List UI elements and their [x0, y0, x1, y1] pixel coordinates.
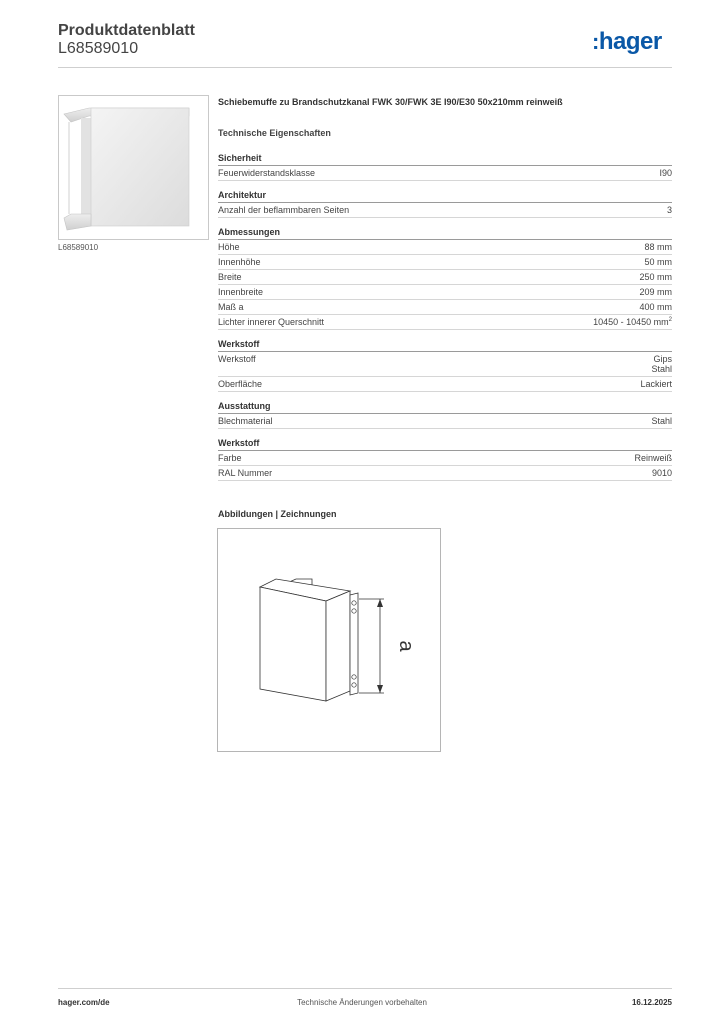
product-photo [58, 95, 209, 240]
spec-value-text: Reinweiß [634, 453, 672, 463]
spec-value [593, 317, 672, 327]
spec-row [218, 466, 672, 481]
technical-properties-heading: Technische Eigenschaften [218, 128, 331, 138]
spec-label: Blechmaterial [218, 416, 273, 426]
footer-website[interactable]: hager.com/de [58, 998, 110, 1007]
technical-drawing-svg [218, 529, 440, 751]
spec-value-text: Gips [653, 354, 672, 364]
section-heading: Ausstattung [218, 401, 672, 414]
spec-label: Innenbreite [218, 287, 264, 297]
spec-row [218, 166, 672, 181]
spec-row [218, 451, 672, 466]
spec-value-text: 10450 - 10450 mm [593, 317, 669, 327]
section-heading: Werkstoff [218, 438, 672, 451]
logo-text: hager [598, 28, 662, 55]
spec-value-text: 3 [666, 205, 672, 215]
spec-value-text: 9010 [651, 468, 672, 478]
spec-value-text-2: Stahl [651, 364, 672, 374]
spec-label: Lichter innerer Querschnitt [218, 317, 325, 327]
spec-value [639, 287, 672, 297]
spec-value-text: 250 mm [639, 272, 672, 282]
logo-dots: : [592, 29, 599, 54]
hager-logo [592, 28, 662, 56]
spec-section [218, 153, 672, 181]
product-photo-drawing [59, 96, 208, 239]
footer-note: Technische Änderungen vorbehalten [297, 998, 427, 1007]
header-divider [58, 67, 672, 68]
spec-value [651, 354, 672, 374]
spec-value-superscript: 2 [668, 317, 672, 323]
spec-section [218, 339, 672, 392]
spec-value-text: 400 mm [639, 302, 672, 312]
spec-section [218, 190, 672, 218]
page-title: Produktdatenblatt [58, 22, 195, 39]
spec-label: RAL Nummer [218, 468, 273, 478]
spec-label: Oberfläche [218, 379, 263, 389]
dimension-label-a: a [395, 640, 417, 652]
spec-label: Anzahl der beflammbaren Seiten [218, 205, 350, 215]
section-heading: Werkstoff [218, 339, 672, 352]
spec-section [218, 401, 672, 429]
spec-label: Werkstoff [218, 354, 256, 364]
spec-label: Höhe [218, 242, 240, 252]
spec-row [218, 240, 672, 255]
spec-row [218, 300, 672, 315]
spec-value-text: Lackiert [640, 379, 672, 389]
spec-label: Maß a [218, 302, 244, 312]
spec-label: Farbe [218, 453, 242, 463]
section-heading: Architektur [218, 190, 672, 203]
technical-drawing [217, 528, 441, 752]
product-title: Schiebemuffe zu Brandschutzkanal FWK 30/FWK 3E I90/E30 50x210mm reinweiß [218, 97, 563, 107]
spec-label: Innenhöhe [218, 257, 261, 267]
photo-caption: L68589010 [58, 243, 99, 252]
spec-row [218, 255, 672, 270]
spec-row [218, 203, 672, 218]
spec-value [639, 272, 672, 282]
section-heading: Abmessungen [218, 227, 672, 240]
spec-section [218, 227, 672, 330]
footer-divider [58, 988, 672, 989]
footer-date: 16.12.2025 [631, 998, 672, 1007]
spec-value-text: Stahl [651, 416, 672, 426]
spec-row [218, 285, 672, 300]
spec-row [218, 352, 672, 377]
spec-label: Feuerwiderstandsklasse [218, 168, 316, 178]
spec-value [644, 242, 672, 252]
spec-section [218, 438, 672, 481]
spec-value-text: 88 mm [644, 242, 672, 252]
spec-value [652, 468, 672, 478]
spec-row [218, 270, 672, 285]
product-id: L68589010 [58, 40, 139, 57]
spec-row [218, 414, 672, 429]
spec-label: Breite [218, 272, 242, 282]
spec-value [639, 302, 672, 312]
spec-value [644, 257, 672, 267]
spec-value-text: 50 mm [644, 257, 672, 267]
spec-value [640, 379, 672, 389]
spec-sections [218, 153, 672, 481]
spec-row [218, 377, 672, 392]
spec-row [218, 315, 672, 330]
spec-value [659, 168, 672, 178]
illustrations-heading: Abbildungen | Zeichnungen [218, 509, 337, 519]
spec-value [634, 453, 672, 463]
spec-value-text: 209 mm [639, 287, 672, 297]
section-heading: Sicherheit [218, 153, 672, 166]
product-specs [218, 95, 672, 481]
spec-value [651, 416, 672, 426]
spec-value-text: I90 [659, 168, 672, 178]
spec-value [667, 205, 672, 215]
